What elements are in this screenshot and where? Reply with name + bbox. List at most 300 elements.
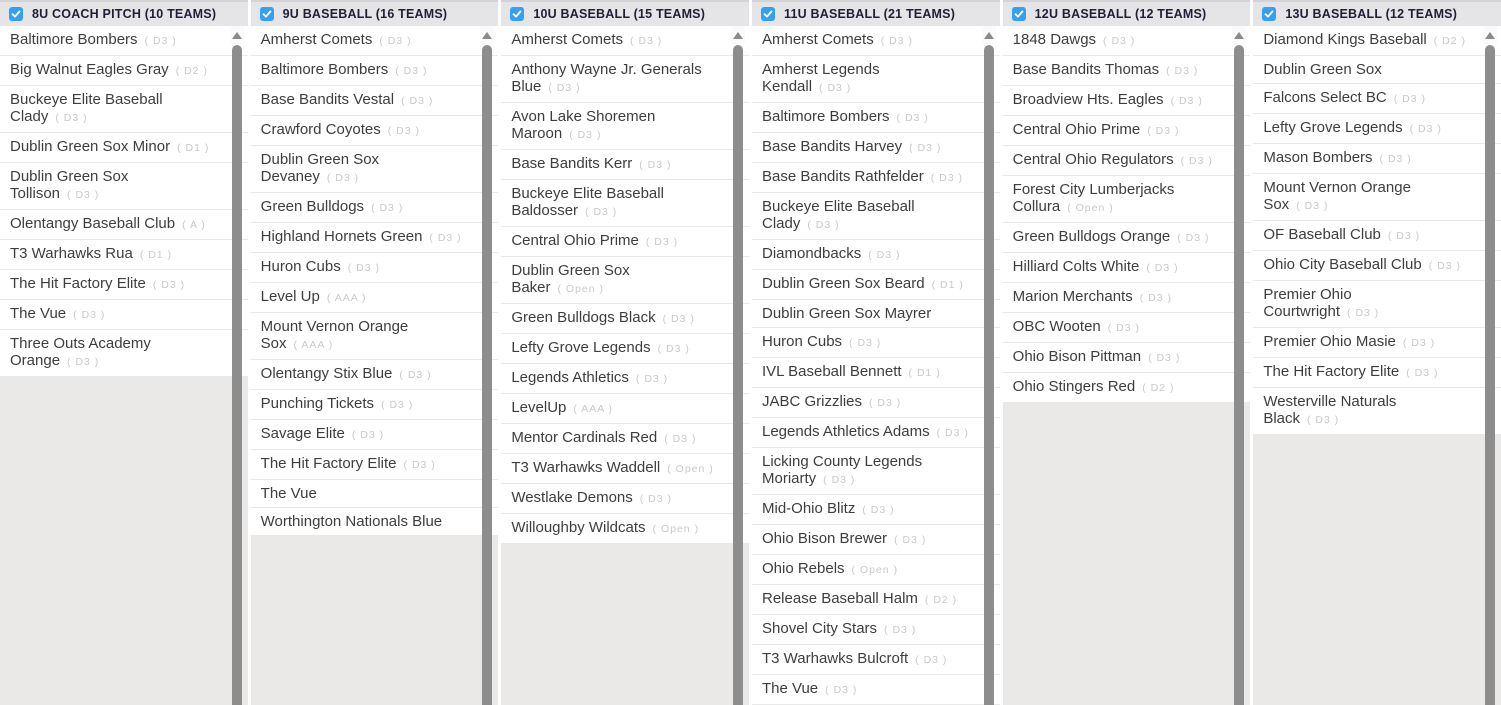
team-name: Amherst Legends Kendall (762, 61, 880, 95)
team-row[interactable] (501, 424, 749, 454)
team-row[interactable] (1253, 144, 1501, 174)
team-row[interactable] (251, 283, 499, 313)
team-division-badge: ( D3 ) (896, 112, 929, 124)
team-name: The Vue (260, 485, 317, 502)
team-row[interactable] (752, 358, 1000, 388)
team-name: Broadview Hts. Eagles (1012, 91, 1164, 108)
team-row[interactable] (752, 56, 1000, 103)
team-division-badge: ( D1 ) (908, 367, 941, 379)
team-name: Baltimore Bombers (260, 61, 389, 78)
scroll-up-arrow-icon (984, 32, 994, 39)
division-column (1003, 0, 1251, 705)
division-header (0, 0, 248, 26)
team-row[interactable] (752, 645, 1000, 675)
team-division-badge: ( D1 ) (177, 142, 210, 154)
team-name: Mount Vernon Orange Sox (1263, 179, 1411, 213)
team-row[interactable] (0, 86, 248, 133)
team-row[interactable] (0, 330, 248, 377)
team-name: Amherst Comets (511, 31, 624, 48)
team-name: Base Bandits Harvey (762, 138, 903, 155)
team-name: Anthony Wayne Jr. Generals Blue (511, 61, 702, 95)
division-title: 8U COACH PITCH (10 TEAMS) (32, 7, 217, 21)
team-row[interactable] (752, 418, 1000, 448)
team-division-badge: ( D3 ) (1402, 337, 1436, 349)
team-name: Westlake Demons (511, 489, 633, 506)
team-name: Mount Vernon Orange Sox (260, 318, 409, 352)
team-division-badge: ( D2 ) (924, 594, 958, 606)
team-name: Legends Athletics Adams (762, 423, 930, 440)
team-name: Dublin Green Sox Tollison (10, 168, 129, 202)
team-row[interactable] (1003, 223, 1251, 253)
team-row[interactable] (501, 227, 749, 257)
team-row[interactable] (251, 420, 499, 450)
team-rows (0, 26, 248, 377)
team-list (0, 26, 248, 705)
team-division-badge: ( D3 ) (807, 219, 840, 231)
scrollbar[interactable] (731, 26, 745, 705)
team-name: Dublin Green Sox Devaney (260, 151, 380, 185)
scrollbar[interactable] (982, 26, 996, 705)
team-name: The Hit Factory Elite (260, 455, 397, 472)
scroll-up-button[interactable] (1232, 26, 1246, 44)
team-division-badge: ( D3 ) (401, 95, 434, 107)
division-title: 9U BASEBALL (16 TEAMS) (282, 7, 448, 21)
team-name: JABC Grizzlies (762, 393, 863, 410)
team-name: Avon Lake Shoremen Maroon (511, 108, 656, 142)
team-row[interactable] (251, 193, 499, 223)
team-division-badge: ( D3 ) (152, 279, 186, 291)
team-name: Premier Ohio Masie (1263, 333, 1396, 350)
team-name: Worthington Nationals Blue (260, 513, 443, 530)
team-row[interactable] (1003, 56, 1251, 86)
division-checkbox[interactable] (9, 7, 23, 21)
team-row[interactable] (251, 480, 499, 508)
team-name: Olentangy Stix Blue (260, 365, 393, 382)
team-division-badge: ( D3 ) (825, 684, 858, 696)
team-row[interactable] (0, 240, 248, 270)
team-name: Baltimore Bombers (10, 31, 138, 48)
scroll-thumb[interactable] (984, 45, 994, 705)
team-name: Dublin Green Sox Beard (762, 275, 925, 292)
team-row[interactable] (752, 26, 1000, 56)
team-row[interactable] (1003, 86, 1251, 116)
team-division-badge: ( D3 ) (1393, 93, 1426, 105)
division-header (1253, 0, 1501, 26)
team-row[interactable] (1253, 358, 1501, 388)
team-division-badge: ( D3 ) (884, 624, 917, 636)
division-column (752, 0, 1000, 705)
team-division-badge: ( A ) (182, 219, 206, 231)
team-division-badge: ( D3 ) (403, 459, 436, 471)
team-division-badge: ( D3 ) (326, 172, 360, 184)
team-row[interactable] (251, 223, 499, 253)
team-row[interactable] (752, 103, 1000, 133)
division-checkbox[interactable] (260, 7, 274, 21)
division-column (1253, 0, 1501, 705)
division-title: 10U BASEBALL (15 TEAMS) (533, 7, 706, 21)
team-rows (251, 26, 499, 536)
team-name: Punching Tickets (260, 395, 375, 412)
team-division-badge: ( D3 ) (909, 142, 942, 154)
team-division-badge: ( Open ) (557, 283, 605, 295)
team-list (1003, 26, 1251, 705)
team-row[interactable] (752, 448, 1000, 495)
team-division-badge: ( D3 ) (1409, 123, 1442, 135)
team-division-badge: ( D2 ) (1142, 382, 1175, 394)
scroll-up-button[interactable] (230, 26, 244, 44)
team-division-badge: ( D3 ) (73, 309, 106, 321)
team-row[interactable] (752, 555, 1000, 585)
team-row[interactable] (501, 26, 749, 56)
team-name: Mason Bombers (1263, 149, 1373, 166)
team-row[interactable] (1003, 343, 1251, 373)
team-division-badge: ( D3 ) (67, 356, 100, 368)
team-name: Buckeye Elite Baseball Clady (762, 198, 915, 232)
team-row[interactable] (752, 163, 1000, 193)
team-row[interactable] (1003, 283, 1251, 313)
team-name: Base Bandits Rathfelder (762, 168, 924, 185)
team-row[interactable] (501, 304, 749, 334)
division-checkbox[interactable] (761, 7, 775, 21)
team-name: LevelUp (511, 399, 567, 416)
team-name: Premier Ohio Courtwright (1263, 286, 1352, 320)
team-row[interactable] (1003, 116, 1251, 146)
team-row[interactable] (752, 133, 1000, 163)
team-division-badge: ( D3 ) (1296, 200, 1329, 212)
team-division-badge: ( D3 ) (862, 504, 895, 516)
team-rows (1253, 26, 1501, 435)
team-row[interactable] (251, 313, 499, 360)
scroll-up-button[interactable] (982, 26, 996, 44)
team-division-badge: ( Open ) (652, 523, 700, 535)
team-division-badge: ( D3 ) (429, 232, 462, 244)
team-division-badge: ( D3 ) (1428, 260, 1461, 272)
team-name: Ohio Bison Brewer (762, 530, 888, 547)
division-checkbox[interactable] (1262, 7, 1276, 21)
team-division-badge: ( D3 ) (1406, 367, 1439, 379)
team-row[interactable] (501, 514, 749, 544)
team-row[interactable] (752, 270, 1000, 300)
scrollbar[interactable] (1483, 26, 1497, 705)
team-name: Highland Hornets Green (260, 228, 423, 245)
team-division-badge: ( D3 ) (351, 429, 385, 441)
team-row[interactable] (1253, 26, 1501, 56)
team-name: Dublin Green Sox (1263, 61, 1382, 78)
team-name: Ohio Rebels (762, 560, 845, 577)
division-header (501, 0, 749, 26)
team-list (1253, 26, 1501, 705)
team-name: Central Ohio Regulators (1012, 151, 1174, 168)
division-title: 11U BASEBALL (21 TEAMS) (784, 7, 956, 21)
team-name: Base Bandits Thomas (1012, 61, 1160, 78)
team-name: T3 Warhawks Rua (10, 245, 133, 262)
team-division-badge: ( D3 ) (936, 427, 969, 439)
team-division-badge: ( D3 ) (1387, 230, 1421, 242)
team-row[interactable] (251, 390, 499, 420)
team-row[interactable] (501, 334, 749, 364)
team-row[interactable] (501, 484, 749, 514)
team-division-badge: ( D2 ) (1433, 35, 1467, 47)
team-name: Willoughby Wildcats (511, 519, 646, 536)
scroll-up-arrow-icon (733, 32, 743, 39)
scroll-up-arrow-icon (1234, 32, 1244, 39)
team-name: Licking County Legends Moriarty (762, 453, 923, 487)
team-division-badge: ( D3 ) (1148, 352, 1181, 364)
scrollbar[interactable] (230, 26, 244, 705)
team-name: Westerville Naturals Black (1263, 393, 1397, 427)
team-name: Base Bandits Vestal (260, 91, 395, 108)
team-row[interactable] (1003, 176, 1251, 223)
scroll-up-arrow-icon (482, 32, 492, 39)
team-row[interactable] (1253, 388, 1501, 435)
team-name: Olentangy Baseball Club (10, 215, 176, 232)
division-checkbox[interactable] (510, 7, 524, 21)
team-division-badge: ( D3 ) (1307, 414, 1340, 426)
team-division-badge: ( D3 ) (387, 125, 420, 137)
team-name: Amherst Comets (762, 31, 874, 48)
team-division-badge: ( D3 ) (662, 313, 695, 325)
team-name: Base Bandits Kerr (511, 155, 633, 172)
team-division-badge: ( D3 ) (868, 249, 901, 261)
team-row[interactable] (501, 103, 749, 150)
division-header (251, 0, 499, 26)
team-row[interactable] (501, 180, 749, 227)
team-row[interactable] (1003, 146, 1251, 176)
division-checkbox[interactable] (1012, 7, 1026, 21)
team-name: Green Bulldogs Orange (1012, 228, 1171, 245)
team-name: The Vue (10, 305, 67, 322)
check-icon (763, 9, 773, 19)
check-icon (262, 9, 272, 19)
team-name: Lefty Grove Legends (511, 339, 651, 356)
team-row[interactable] (0, 300, 248, 330)
team-name: 1848 Dawgs (1012, 31, 1097, 48)
team-row[interactable] (752, 388, 1000, 418)
division-column (501, 0, 749, 705)
team-division-badge: ( D3 ) (381, 399, 414, 411)
team-name: Green Bulldogs Black (511, 309, 656, 326)
team-name: Buckeye Elite Baseball Baldosser (511, 185, 664, 219)
team-name: Baltimore Bombers (762, 108, 890, 125)
team-division-badge: ( D3 ) (379, 35, 412, 47)
team-row[interactable] (1253, 56, 1501, 84)
team-list (501, 26, 749, 705)
team-row[interactable] (752, 193, 1000, 240)
team-division-badge: ( D3 ) (819, 82, 852, 94)
team-row[interactable] (501, 257, 749, 304)
team-row[interactable] (752, 525, 1000, 555)
team-name: Huron Cubs (762, 333, 843, 350)
check-icon (1264, 9, 1274, 19)
team-list (251, 26, 499, 705)
team-division-badge: ( Open ) (851, 564, 899, 576)
team-list (752, 26, 1000, 705)
team-division-badge: ( D3 ) (930, 172, 964, 184)
team-name: Level Up (260, 288, 320, 305)
team-row[interactable] (251, 116, 499, 146)
team-row[interactable] (0, 163, 248, 210)
team-division-badge: ( D1 ) (139, 249, 173, 261)
team-division-badge: ( D3 ) (1379, 153, 1412, 165)
team-name: Crawford Coyotes (260, 121, 381, 138)
team-row[interactable] (251, 253, 499, 283)
team-row[interactable] (752, 615, 1000, 645)
division-title: 13U BASEBALL (12 TEAMS) (1285, 7, 1458, 21)
team-row[interactable] (752, 495, 1000, 525)
team-division-badge: ( D3 ) (849, 337, 882, 349)
team-row[interactable] (1003, 313, 1251, 343)
team-name: Ohio Stingers Red (1012, 378, 1136, 395)
team-row[interactable] (251, 86, 499, 116)
team-division-badge: ( D3 ) (399, 369, 432, 381)
team-row[interactable] (251, 508, 499, 536)
scroll-thumb[interactable] (232, 45, 242, 705)
team-row[interactable] (1253, 174, 1501, 221)
team-name: Ohio Bison Pittman (1012, 348, 1142, 365)
team-division-badge: ( D3 ) (664, 433, 697, 445)
scroll-up-arrow-icon (1485, 32, 1495, 39)
division-column (0, 0, 248, 705)
team-division-badge: ( D3 ) (1103, 35, 1136, 47)
team-division-badge: ( AAA ) (573, 403, 614, 415)
scroll-thumb[interactable] (482, 45, 492, 705)
team-row[interactable] (752, 300, 1000, 328)
team-name: Three Outs Academy Orange (10, 335, 151, 369)
team-name: Marion Merchants (1012, 288, 1133, 305)
team-name: IVL Baseball Bennett (762, 363, 902, 380)
team-name: Legends Athletics (511, 369, 629, 386)
team-division-badge: ( D3 ) (347, 262, 380, 274)
team-name: Big Walnut Eagles Gray (10, 61, 169, 78)
team-name: Falcons Select BC (1263, 89, 1387, 106)
team-name: Release Baseball Halm (762, 590, 918, 607)
team-name: Green Bulldogs (260, 198, 365, 215)
team-name: Mid-Ohio Blitz (762, 500, 856, 517)
team-division-badge: ( D3 ) (1180, 155, 1213, 167)
scroll-up-button[interactable] (731, 26, 745, 44)
division-header (1003, 0, 1251, 26)
team-division-badge: ( D3 ) (657, 343, 690, 355)
team-row[interactable] (251, 26, 499, 56)
team-name: Dublin Green Sox Baker (511, 262, 630, 296)
team-name: Dublin Green Sox Minor (10, 138, 171, 155)
team-name: Dublin Green Sox Mayrer (762, 305, 932, 322)
team-row[interactable] (251, 450, 499, 480)
team-division-badge: ( D3 ) (639, 159, 672, 171)
team-name: The Hit Factory Elite (10, 275, 146, 292)
team-row[interactable] (1253, 221, 1501, 251)
team-division-badge: ( D3 ) (1166, 65, 1199, 77)
team-name: Diamondbacks (762, 245, 862, 262)
team-row[interactable] (1253, 251, 1501, 281)
team-division-badge: ( D3 ) (869, 397, 902, 409)
team-name: T3 Warhawks Bulcroft (762, 650, 909, 667)
team-division-badge: ( D3 ) (915, 654, 948, 666)
scroll-thumb[interactable] (733, 45, 743, 705)
team-row[interactable] (1003, 26, 1251, 56)
scroll-up-arrow-icon (232, 32, 242, 39)
check-icon (1014, 9, 1024, 19)
team-division-badge: ( D3 ) (1170, 95, 1203, 107)
team-division-badge: ( D3 ) (630, 35, 663, 47)
team-row[interactable] (0, 210, 248, 240)
team-division-badge: ( D3 ) (569, 129, 602, 141)
team-name: Forest City Lumberjacks Collura (1012, 181, 1175, 215)
scroll-up-button[interactable] (480, 26, 494, 44)
team-rows (752, 26, 1000, 705)
team-division-badge: ( D3 ) (144, 35, 177, 47)
team-row[interactable] (0, 133, 248, 163)
team-division-badge: ( AAA ) (293, 339, 334, 351)
team-division-badge: ( D3 ) (585, 206, 618, 218)
team-division-badge: ( D1 ) (931, 279, 964, 291)
team-division-badge: ( D3 ) (395, 65, 428, 77)
scroll-up-button[interactable] (1483, 26, 1497, 44)
team-row[interactable] (1253, 281, 1501, 328)
team-division-badge: ( D3 ) (1139, 292, 1172, 304)
team-row[interactable] (0, 270, 248, 300)
team-row[interactable] (1253, 328, 1501, 358)
team-row[interactable] (501, 454, 749, 484)
team-row[interactable] (1003, 373, 1251, 403)
team-row[interactable] (752, 328, 1000, 358)
team-division-badge: ( D3 ) (55, 112, 88, 124)
team-row[interactable] (1253, 84, 1501, 114)
scrollbar[interactable] (1232, 26, 1246, 705)
team-division-badge: ( D3 ) (639, 493, 673, 505)
scroll-thumb[interactable] (1485, 45, 1495, 705)
team-name: The Hit Factory Elite (1263, 363, 1400, 380)
team-row[interactable] (0, 26, 248, 56)
team-name: Hilliard Colts White (1012, 258, 1140, 275)
team-division-badge: ( D3 ) (1147, 125, 1180, 137)
team-division-badge: ( Open ) (667, 463, 714, 475)
team-row[interactable] (501, 364, 749, 394)
team-name: The Vue (762, 680, 819, 697)
team-row[interactable] (501, 56, 749, 103)
team-name: T3 Warhawks Waddell (511, 459, 661, 476)
team-division-badge: ( D3 ) (635, 373, 669, 385)
division-header (752, 0, 1000, 26)
team-row[interactable] (752, 675, 1000, 705)
team-name: Huron Cubs (260, 258, 341, 275)
team-division-badge: ( D3 ) (371, 202, 404, 214)
scrollbar[interactable] (480, 26, 494, 705)
team-row[interactable] (0, 56, 248, 86)
team-division-badge: ( D3 ) (1177, 232, 1210, 244)
team-division-badge: ( D3 ) (880, 35, 913, 47)
team-name: Ohio City Baseball Club (1263, 256, 1422, 273)
team-name: Mentor Cardinals Red (511, 429, 658, 446)
team-name: Lefty Grove Legends (1263, 119, 1403, 136)
team-division-badge: ( D3 ) (823, 474, 856, 486)
team-row[interactable] (251, 146, 499, 193)
team-row[interactable] (1003, 253, 1251, 283)
team-division-badge: ( D3 ) (67, 189, 100, 201)
team-row[interactable] (251, 56, 499, 86)
team-row[interactable] (752, 585, 1000, 615)
team-division-badge: ( AAA ) (326, 292, 367, 304)
team-row[interactable] (1253, 114, 1501, 144)
scroll-thumb[interactable] (1234, 45, 1244, 705)
team-division-badge: ( D3 ) (645, 236, 679, 248)
team-row[interactable] (251, 360, 499, 390)
team-row[interactable] (501, 394, 749, 424)
team-row[interactable] (501, 150, 749, 180)
division-column (251, 0, 499, 705)
team-row[interactable] (752, 240, 1000, 270)
team-division-badge: ( D3 ) (1146, 262, 1179, 274)
